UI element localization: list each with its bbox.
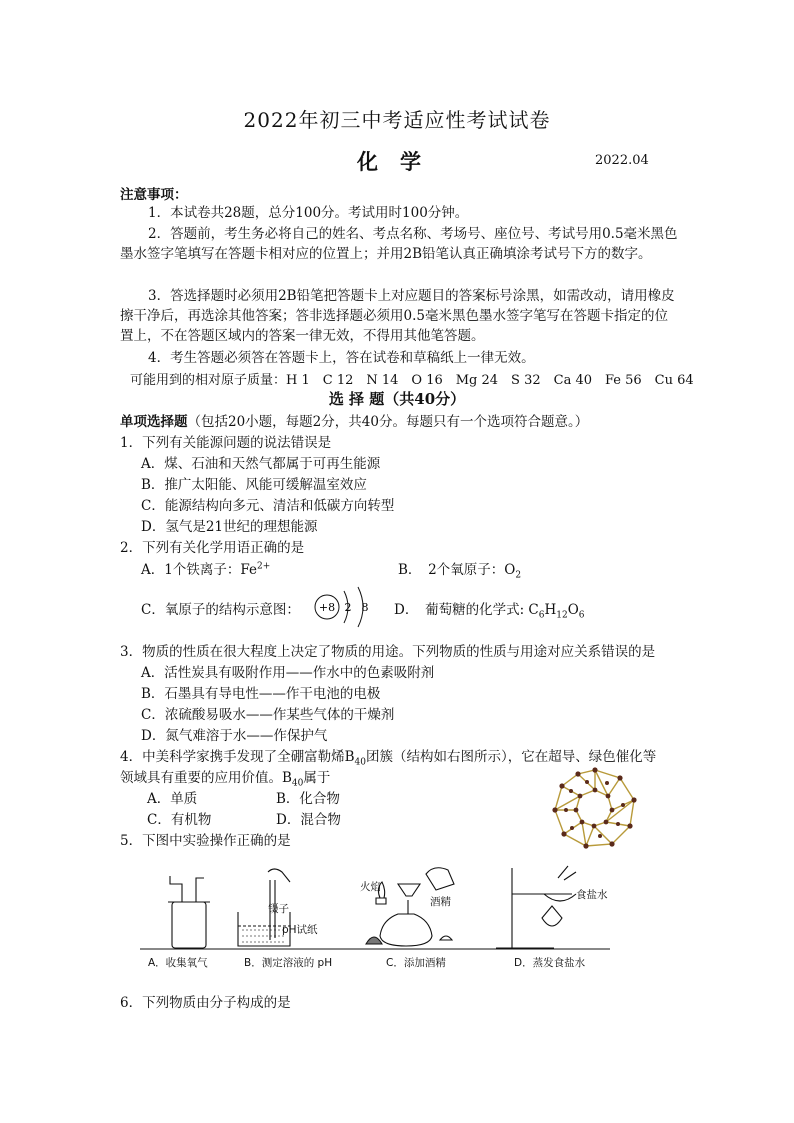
q3-option-c: C．浓硫酸易吸水——作某些气体的干燥剂 [141, 707, 395, 723]
label-ph-paper: pH试纸 [282, 924, 318, 936]
q3-option-b: B．石墨具有导电性——作干电池的电极 [141, 686, 381, 702]
q4-stem-subscript-2: 40 [291, 778, 304, 789]
lab-c-alcohol-lamp [354, 868, 478, 949]
q2-option-d-text: D． 葡萄糖的化学式: C [394, 602, 539, 618]
q1-option-c: C．能源结构向多元、清洁和低碳方向转型 [141, 498, 395, 514]
q5-stem: 5．下图中实验操作正确的是 [120, 833, 291, 849]
q3-stem: 3．物质的性质在很大程度上决定了物质的用途。下列物质的性质与用途对应关系错误的是 [120, 644, 656, 660]
lab-a-gas-bottle [140, 876, 232, 949]
q4-option-c: C．有机物 [147, 812, 212, 828]
q4-stem-line-1 [120, 745, 656, 768]
lab-d-evaporation-stand [478, 866, 610, 949]
exam-date: 2022.04 [595, 153, 649, 168]
b40-cluster-figure [550, 766, 640, 850]
notice-item-1: 1．本试卷共28题，总分100分。考试用时100分钟。 [148, 205, 469, 221]
label-flame: 火焰 [360, 881, 381, 893]
q2-option-b-subscript: 2 [515, 570, 522, 581]
q2-d-sub-3: 6 [578, 610, 585, 621]
q2-d-h: H [544, 602, 557, 618]
atom-shell-1-electrons: 2 [344, 601, 352, 614]
section-heading: 单项选择题 [120, 414, 188, 430]
notice-item-3: 3．答选择题时必须用2B铅笔把答题卡上对应题目的答案标号涂黑，如需改动，请用橡皮擦干净后，再选涂其他答案；答非选择题必须用0.5毫米黑色墨水签字笔写在答题卡指定的位置上，不在答题区域内的答案一律无效，不得用其他笔答题。 [120, 288, 675, 344]
section-title: 选 择 题（共40分） [328, 390, 466, 408]
q4-stem-part-1: 4．中美科学家携手发现了全硼富勒烯B [120, 749, 355, 765]
caption-d: D．蒸发食盐水 [514, 957, 586, 969]
atomic-mass-line: 可能用到的相对原子质量：H 1 C 12 N 14 O 16 Mg 24 S 32 Ca 40 Fe 56 Cu 64 [130, 373, 694, 388]
atom-nucleus-charge: +8 [318, 601, 336, 614]
q3-option-a: A．活性炭具有吸附作用——作水中的色素吸附剂 [141, 665, 435, 681]
q2-d-sub-1: 6 [538, 610, 545, 621]
q2-d-o: O [567, 602, 579, 618]
q1-option-d: D．氢气是21世纪的理想能源 [141, 519, 318, 535]
caption-b: B．测定溶液的 pH [244, 957, 333, 969]
q4-stem-part-3: 领域具有重要的应用价值。B [120, 770, 292, 786]
q4-stem-line-2 [120, 766, 330, 789]
notice-heading: 注意事项： [120, 187, 188, 203]
caption-a: A．收集氧气 [148, 957, 208, 969]
q4-option-b: B．化合物 [276, 791, 340, 807]
q2-option-a-charge: 2+ [256, 561, 271, 572]
q4-stem-part-4: 属于 [303, 770, 331, 786]
q5-lab-figure [140, 858, 640, 978]
oxygen-atom-diagram [313, 585, 377, 629]
subject-title: 化学 [357, 149, 443, 174]
q4-stem-part-2: 团簇（结构如右图所示），它在超导、绿色催化等 [365, 749, 657, 765]
lab-b-beaker [232, 869, 354, 949]
label-alcohol: 酒精 [430, 896, 451, 908]
notice-item-2: 2．答题前，考生务必将自己的姓名、考点名称、考场号、座位号、考试号用0.5毫米黑色墨水签字笔填写在答题卡相对应的位置上；并用2B铅笔认真正确填涂考试号下方的数字。 [120, 226, 678, 262]
q2-option-a-text: A．1个铁离子：Fe [141, 562, 257, 578]
section-heading-detail: （包括20小题，每题2分，共40分。每题只有一个选项符合题意。） [187, 414, 589, 430]
q3-option-d: D．氮气难溶于水——作保护气 [141, 728, 328, 744]
q2-stem: 2．下列有关化学用语正确的是 [120, 540, 305, 556]
q2-d-sub-2: 12 [556, 610, 568, 621]
q2-option-b-text: B． 2个氧原子：O [398, 562, 516, 578]
section-instructions [120, 410, 588, 430]
label-salt-water: 食盐水 [576, 889, 608, 901]
q2-option-d [394, 598, 585, 621]
q4-option-d: D．混合物 [276, 812, 341, 828]
q6-stem: 6．下列物质由分子构成的是 [120, 995, 291, 1011]
atom-shell-2-electrons: 8 [361, 601, 369, 614]
q1-stem: 1．下列有关能源问题的说法错误是 [120, 435, 332, 451]
notice-item-4: 4．考生答题必须答在答题卡上，答在试卷和草稿纸上一律无效。 [148, 350, 535, 366]
q2-option-b [398, 558, 521, 581]
exam-title: 2022年初三中考适应性考试试卷 [243, 108, 551, 132]
q4-option-a: A．单质 [147, 791, 198, 807]
q2-option-c: C．氧原子的结构示意图： [141, 602, 300, 618]
q1-option-a: A．煤、石油和天然气都属于可再生能源 [141, 456, 381, 472]
q2-option-a [141, 558, 270, 578]
caption-c: C．添加酒精 [386, 957, 446, 969]
q1-option-b: B．推广太阳能、风能可缓解温室效应 [141, 477, 367, 493]
label-tweezers: 镊子 [268, 903, 289, 915]
q4-stem-subscript: 40 [354, 757, 366, 768]
